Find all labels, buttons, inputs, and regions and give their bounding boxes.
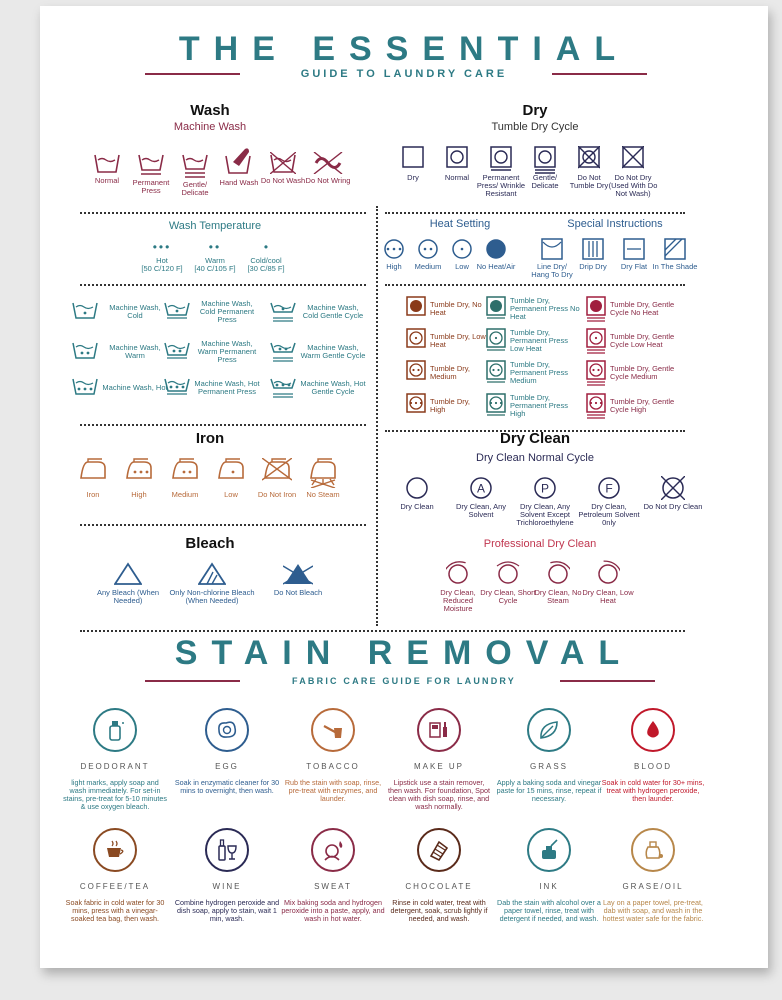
- stain-name: EGG: [215, 762, 239, 771]
- professional-clean-icon: [446, 560, 470, 586]
- stain-description: light marks, apply soap and wash immediately. For set-in stains, pre-treat for 5-10 minutes & use oxygen bleach.: [63, 778, 167, 811]
- bleach-do-not: Do Not Bleach: [262, 562, 334, 597]
- stain-name: COFFEE/TEA: [79, 882, 151, 891]
- stain-item: [174, 708, 280, 795]
- hand-wash-icon: [225, 146, 253, 176]
- washtub-icon: [72, 340, 98, 364]
- heat-item: Low: [442, 238, 482, 271]
- special-item: In The Shade: [651, 238, 699, 271]
- heat-setting-heading: Heat Setting: [429, 218, 491, 230]
- washtub-icon: [270, 340, 296, 364]
- stain-description: Mix baking soda and hydrogen peroxide into a paste, apply, and wash in hot water.: [281, 898, 385, 923]
- special-instruction-icon: [623, 238, 645, 260]
- wash-grid-item: Machine Wash, Hot: [72, 376, 168, 400]
- stain-icon-circle: [311, 708, 355, 752]
- stain-item: [174, 828, 280, 923]
- stain-name: SWEAT: [314, 882, 352, 891]
- iron-icon: [170, 458, 200, 488]
- divider: [80, 212, 366, 214]
- stain-item: [62, 708, 168, 811]
- special-instruction-icon: [541, 238, 563, 260]
- divider: [80, 630, 685, 632]
- professional-dry-clean-item: Dry Clean, No Steam: [530, 560, 586, 605]
- tumble-dry-icon: [406, 360, 426, 386]
- blood-drop-icon: [641, 718, 665, 742]
- wash-do-not: Do Not Wash: [260, 152, 306, 185]
- stain-item: [600, 828, 706, 923]
- tumble-dry-icon: [486, 296, 506, 322]
- heat-item: High: [374, 238, 414, 271]
- washtub-icon: [138, 152, 164, 176]
- bleach-heading: Bleach: [185, 535, 235, 552]
- iron-heading: Iron: [195, 430, 225, 447]
- wash-hand: Hand Wash: [216, 146, 262, 187]
- iron-icon: [216, 458, 246, 488]
- oil-jar-icon: [641, 838, 665, 862]
- dry-item: Normal: [432, 146, 482, 182]
- dry-clean-item: F Dry Clean, Petroleum Solvent 0nly: [578, 476, 640, 527]
- wash-gentle: Gentle/ Delicate: [172, 152, 218, 197]
- two-dots-icon: ••: [208, 240, 222, 254]
- dry-item: Do Not Dry (Used With Do Not Wash): [608, 146, 658, 198]
- heat-item: Medium: [408, 238, 448, 271]
- professional-dry-clean-item: Dry Clean, Short Cycle: [480, 560, 536, 605]
- tumble-dry-icon: [586, 328, 606, 354]
- coffee-cup-icon: [103, 838, 127, 862]
- stain-name: CHOCOLATE: [405, 882, 473, 891]
- tumble-dry-icon: [402, 146, 424, 174]
- special-item: Dry Flat: [610, 238, 658, 271]
- iron-item: Iron: [68, 458, 118, 499]
- washtub-icon: [94, 152, 120, 174]
- temp-hot: ••• Hot [50 C/120 F]: [132, 240, 192, 273]
- stain-name: INK: [539, 882, 559, 891]
- divider: [80, 284, 366, 286]
- professional-dry-clean-item: Dry Clean, Reduced Moisture: [430, 560, 486, 613]
- striped-triangle-icon: [198, 562, 226, 586]
- triangle-icon: [114, 562, 142, 586]
- sweat-icon: [321, 838, 345, 862]
- dry-item: Dry: [388, 146, 438, 182]
- special-instruction-icon: [664, 238, 686, 260]
- pipe-icon: [321, 718, 345, 742]
- dry-grid-item: Tumble Dry, Gentle Cycle Medium: [586, 360, 682, 386]
- stain-icon-circle: [93, 708, 137, 752]
- stain-description: Soak in enzymatic cleaner for 30 mins to overnight, then wash.: [174, 778, 280, 795]
- makeup-icon: [427, 718, 451, 742]
- do-not-bleach-icon: [283, 562, 313, 586]
- divider: [80, 524, 366, 526]
- washtub-icon: [164, 300, 190, 324]
- stain-item: [496, 708, 602, 803]
- dry-grid-item: Tumble Dry, Low Heat: [406, 328, 486, 354]
- dry-clean-circle-icon: [405, 476, 429, 500]
- professional-clean-icon: [596, 560, 620, 586]
- washtub-icon: [164, 340, 190, 364]
- washtub-icon: [72, 300, 98, 324]
- dry-clean-circle-icon: [597, 476, 621, 500]
- tumble-dry-icon: [406, 328, 426, 354]
- stain-item: [280, 708, 386, 803]
- tumble-dry-icon: [446, 146, 468, 174]
- stain-icon-circle: [417, 828, 461, 872]
- poster-subtitle: GUIDE TO LAUNDRY CARE: [300, 68, 508, 80]
- wash-grid-item: Machine Wash, Cold Permanent Press: [164, 300, 260, 324]
- tumble-dry-icon: [578, 146, 600, 174]
- stain-name: GRASE/OIL: [622, 882, 684, 891]
- dry-grid-item: Tumble Dry, Permanent Press No Heat: [486, 296, 582, 322]
- professional-dry-clean-item: Dry Clean, Low Heat: [580, 560, 636, 605]
- spray-bottle-icon: [103, 718, 127, 742]
- tumble-dry-icon: [534, 146, 556, 174]
- dry-grid-item: Tumble Dry, Permanent Press Low Heat: [486, 328, 582, 354]
- stain-description: Rinse in cold water, treat with detergent, soak, scrub lightly if needed, and wash.: [390, 898, 488, 923]
- tumble-dry-icon: [490, 146, 512, 174]
- stain-item: [62, 828, 168, 923]
- wash-grid-item: Machine Wash, Warm Permanent Press: [164, 340, 260, 364]
- dry-item: Do Not Tumble Dry: [564, 146, 614, 190]
- do-not-wring-icon: [313, 152, 343, 174]
- ink-bottle-icon: [537, 838, 561, 862]
- wash-do-not-wring: Do Not Wring: [304, 152, 352, 185]
- tumble-dry-icon: [586, 393, 606, 419]
- iron-item: Low: [206, 458, 256, 499]
- stain-item: [386, 708, 492, 811]
- stain-item: [496, 828, 602, 923]
- dry-clean-normal-heading: Dry Clean Normal Cycle: [476, 452, 594, 464]
- stain-description: Combine hydrogen peroxide and dish soap, apply to stain, wait 1 min, wash.: [174, 898, 280, 923]
- heat-setting-icon: [383, 238, 405, 260]
- tumble-dry-icon: [486, 393, 506, 419]
- iron-icon: [308, 458, 338, 488]
- poster-title: THE ESSENTIAL: [178, 30, 630, 68]
- special-item: Drip Dry: [569, 238, 617, 271]
- svg-text:F: F: [605, 481, 613, 496]
- wine-icon: [215, 838, 239, 862]
- bleach-non-chlorine: Only Non-chlorine Bleach (When Needed): [160, 562, 264, 605]
- tumble-dry-icon: [586, 296, 606, 322]
- leaf-icon: [537, 718, 561, 742]
- dry-clean-circle-icon: [661, 476, 685, 500]
- stain-description: Dab the stain with alcohol over a paper towel, rinse, treat with detergent if needed, and wash.: [497, 898, 601, 923]
- stain-icon-circle: [631, 828, 675, 872]
- professional-clean-icon: [546, 560, 570, 586]
- dry-heading: Dry: [522, 102, 548, 119]
- stain-icon-circle: [527, 828, 571, 872]
- washtub-icon: [182, 152, 208, 178]
- one-dot-icon: •: [263, 240, 269, 254]
- wash-grid-item: Machine Wash, Cold: [72, 300, 168, 324]
- svg-text:P: P: [540, 481, 550, 496]
- iron-item: High: [114, 458, 164, 499]
- dry-clean-item: A Dry Clean, Any Solvent: [450, 476, 512, 519]
- washtub-icon: [270, 376, 296, 400]
- wash-heading: Wash: [190, 102, 230, 119]
- stain-description: Soak in cold water for 30+ mins, treat with hydrogen peroxide, then launder.: [601, 778, 705, 803]
- machine-wash-heading: Machine Wash: [173, 121, 247, 133]
- washtub-icon: [270, 300, 296, 324]
- dry-clean-circle-icon: [469, 476, 493, 500]
- stain-description: Lay on a paper towel, pre-treat, dab with soap, and wash in the hottest water safe for the fabric.: [602, 898, 704, 923]
- stain-description: Soak fabric in cold water for 30 mins, press with a vinegar-soaked tea bag, then wash.: [65, 898, 165, 923]
- wash-temperature-heading: Wash Temperature: [168, 220, 262, 232]
- stain-icon-circle: [205, 708, 249, 752]
- iron-icon: [124, 458, 154, 488]
- stain-name: BLOOD: [633, 762, 672, 771]
- wash-grid-item: Machine Wash, Warm Gentle Cycle: [270, 340, 366, 364]
- dry-grid-item: Tumble Dry, Permanent Press Medium: [486, 360, 582, 386]
- three-dots-icon: •••: [152, 240, 172, 254]
- divider: [80, 424, 366, 426]
- tumble-dry-icon: [406, 393, 426, 419]
- professional-clean-icon: [496, 560, 520, 586]
- iron-icon: [78, 458, 108, 488]
- iron-icon: [262, 458, 292, 488]
- stain-item: [600, 708, 706, 803]
- stain-icon-circle: [311, 828, 355, 872]
- dry-clean-heading: Dry Clean: [499, 430, 571, 447]
- temp-cold: • Cold/cool [30 C/85 F]: [236, 240, 296, 273]
- washtub-icon: [164, 376, 190, 400]
- stain-name: GRASS: [529, 762, 568, 771]
- stain-icon-circle: [93, 828, 137, 872]
- tumble-dry-icon: [586, 360, 606, 386]
- dry-item: Permanent Press/ Wrinkle Resistant: [476, 146, 526, 198]
- dry-clean-item: Dry Clean: [386, 476, 448, 511]
- heat-item: No Heat/Air: [476, 238, 516, 271]
- stain-description: Rub the stain with soap, rinse, pre-treat with enzymes, and launder.: [284, 778, 382, 803]
- stain-description: Lipstick use a stain remover, then wash. For foundation, Spot clean with dish soap, rinse, and wash normally.: [388, 778, 490, 811]
- heat-setting-icon: [485, 238, 507, 260]
- dry-clean-circle-icon: [533, 476, 557, 500]
- tumble-dry-icon: [406, 296, 426, 322]
- wash-normal: Normal: [84, 152, 130, 185]
- stain-icon-circle: [417, 708, 461, 752]
- wash-grid-item: Machine Wash, Hot Gentle Cycle: [270, 376, 366, 400]
- do-not-wash-icon: [270, 152, 296, 174]
- stain-icon-circle: [631, 708, 675, 752]
- dry-grid-item: Tumble Dry, Gentle Cycle High: [586, 393, 682, 419]
- special-item: Line Dry/ Hang To Dry: [528, 238, 576, 279]
- dry-grid-item: Tumble Dry, Gentle Cycle No Heat: [586, 296, 682, 322]
- dry-grid-item: Tumble Dry, Permanent Press High: [486, 393, 582, 419]
- dry-grid-item: Tumble Dry, Gentle Cycle Low Heat: [586, 328, 682, 354]
- stain-name: WINE: [212, 882, 242, 891]
- special-instruction-icon: [582, 238, 604, 260]
- laundry-care-poster: [40, 6, 768, 968]
- stain-description: Apply a baking soda and vinegar paste for 15 mins, rinse, repeat if necessary.: [496, 778, 602, 803]
- wash-grid-item: Machine Wash, Cold Gentle Cycle: [270, 300, 366, 324]
- iron-item: Do Not Iron: [252, 458, 302, 499]
- wash-grid-item: Machine Wash, Hot Permanent Press: [164, 376, 260, 400]
- professional-dry-clean-heading: Professional Dry Clean: [483, 538, 597, 550]
- stain-removal-subtitle: FABRIC CARE GUIDE FOR LAUNDRY: [292, 676, 516, 686]
- dry-clean-item: Do Not Dry Clean: [642, 476, 704, 511]
- tumble-dry-icon: [622, 146, 644, 174]
- dry-item: Gentle/ Delicate: [520, 146, 570, 190]
- fried-egg-icon: [215, 718, 239, 742]
- washtub-icon: [72, 376, 98, 400]
- iron-item: Medium: [160, 458, 210, 499]
- dry-clean-item: P Dry Clean, Any Solvent Except Trichloroethylene: [514, 476, 576, 527]
- tumble-dry-icon: [486, 328, 506, 354]
- dry-grid-item: Tumble Dry, No Heat: [406, 296, 486, 322]
- iron-item: No Steam: [298, 458, 348, 499]
- stain-icon-circle: [205, 828, 249, 872]
- temp-warm: •• Warm [40 C/105 F]: [185, 240, 245, 273]
- dry-grid-item: Tumble Dry, High: [406, 393, 486, 419]
- stain-icon-circle: [527, 708, 571, 752]
- divider: [385, 284, 685, 286]
- bleach-any: Any Bleach (When Needed): [90, 562, 166, 605]
- tumble-dry-icon: [486, 360, 506, 386]
- special-instructions-heading: Special Instructions: [567, 218, 663, 230]
- stain-item: [386, 828, 492, 923]
- stain-removal-title: STAIN REMOVAL: [174, 634, 634, 672]
- stain-item: [280, 828, 386, 923]
- heat-setting-icon: [417, 238, 439, 260]
- divider: [385, 212, 685, 214]
- stain-name: DEODORANT: [80, 762, 150, 771]
- svg-text:A: A: [476, 481, 486, 496]
- stain-name: TOBACCO: [306, 762, 360, 771]
- wash-permanent-press: Permanent Press: [128, 152, 174, 195]
- chocolate-icon: [427, 838, 451, 862]
- heat-setting-icon: [451, 238, 473, 260]
- wash-grid-item: Machine Wash, Warm: [72, 340, 168, 364]
- tumble-dry-heading: Tumble Dry Cycle: [491, 121, 579, 133]
- stain-name: MAKE UP: [413, 762, 464, 771]
- dry-grid-item: Tumble Dry, Medium: [406, 360, 486, 386]
